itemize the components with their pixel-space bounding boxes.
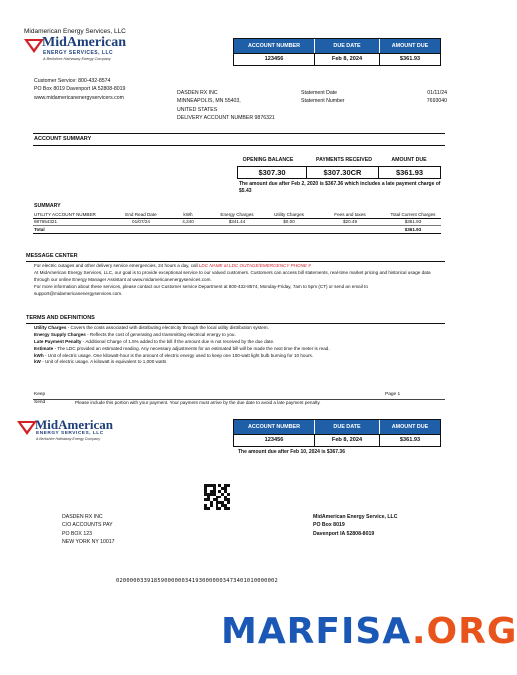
stub-account-box — [233, 419, 441, 447]
summary-header-utility: Utility Charges — [263, 212, 315, 218]
amount-due-value: $361.93 — [378, 167, 440, 178]
qr-code-icon — [204, 484, 230, 510]
message-center-text — [34, 263, 444, 297]
po-box-line: PO Box 8019 Davenport IA 52808-8019 — [34, 86, 126, 93]
contact-block — [34, 77, 125, 102]
opening-balance-label: OPENING BALANCE — [242, 157, 294, 163]
keep-label: Keep — [34, 392, 46, 397]
stub-late-note: The amount due after Feb 10, 2024 is $367.36 — [238, 449, 345, 455]
summary-header-fees: Fees and taxes — [315, 212, 385, 218]
top-value-due-date: Feb 8, 2024 — [314, 53, 379, 65]
summary-cell-kwh: 4,240 — [165, 218, 211, 226]
amount-due-label: AMOUNT DUE — [391, 157, 427, 163]
stub-value-account: 123456 — [234, 434, 314, 446]
list-item: Late Payment Penalty - Additional Charge of 1.5% added to the bill if the amount due is not received by the due date. — [34, 338, 275, 344]
ldc-name: LDC NAME — [198, 263, 223, 268]
account-summary-values-box — [237, 166, 441, 179]
website-line: www.midamericanenergyservicers.com — [34, 94, 124, 101]
table-row — [33, 218, 441, 226]
summary-header-energy: Energy Charges — [211, 212, 263, 218]
message-line1-pre: For electric outages and other delivery service emergencies, 24 hours a day, call — [34, 263, 198, 268]
stub-header-account: ACCOUNT NUMBER — [234, 420, 314, 434]
logo-tagline: A Berkshire Hathaway Energy Company — [36, 437, 101, 441]
top-value-amount: $361.93 — [379, 53, 440, 65]
logo-triangle-accent-icon — [28, 41, 40, 49]
customer-city: MINNEAPOLIS, MN 55403, — [177, 98, 241, 105]
summary-cell-total: $361.93 — [385, 218, 441, 226]
delivery-account-number: DELIVERY ACCOUNT NUMBER 9876321 — [177, 114, 275, 121]
message-center-title: MESSAGE CENTER — [26, 253, 78, 259]
stub-header-amount: AMOUNT DUE — [379, 420, 440, 434]
divider — [33, 145, 445, 146]
watermark — [221, 611, 517, 652]
send-label: Send — [34, 400, 46, 405]
message-line1-mid: at — [223, 263, 228, 268]
top-header-due-date: DUE DATE — [314, 39, 379, 53]
send-instructions: Please include this portion with your payment. Your payment must arrive by the due date to avoid a late payment penalty. — [75, 400, 321, 405]
top-account-box — [233, 38, 441, 66]
statement-number-label: Statement Number — [301, 98, 345, 105]
logo-tagline: A Berkshire Hathaway Energy Company — [43, 57, 111, 61]
top-value-account: 123456 — [234, 53, 314, 65]
logo-subtitle: ENERGY SERVICES, LLC — [36, 431, 104, 436]
remit-to-address: MidAmerican Energy Service, LLC PO Box 8019 Davenport IA 52808-8019 — [313, 514, 398, 537]
ldc-phone: LDC OUTAGE/EMERGENCY PHONE # — [229, 263, 311, 268]
scanline: 02000003391859000000341930000003473401010000002 — [116, 578, 278, 584]
stub-header-due-date: DUE DATE — [314, 420, 379, 434]
list-item: kWh - Unit of electric usage. One kilowatt-hour is the amount of electric energy used to keep one 100-watt light bulb burning for 10 hours. — [34, 352, 314, 358]
terms-list — [34, 325, 444, 366]
summary-header-end-read: End Read Date — [117, 212, 165, 218]
summary-cell-end-read: 01/07/24 — [117, 218, 165, 226]
stub-value-due-date: Feb 8, 2024 — [314, 434, 379, 446]
statement-info — [301, 89, 447, 106]
company-logo — [24, 35, 154, 71]
summary-cell-fees: $20.49 — [315, 218, 385, 226]
logo-name: MidAmerican — [42, 35, 126, 50]
statement-number-value: 7693040 — [426, 98, 447, 105]
summary-title: SUMMARY — [34, 203, 61, 209]
customer-name: DASDEN RX INC — [177, 90, 218, 96]
summary-table — [33, 212, 441, 234]
company-header: Midamerican Energy Services, LLC — [24, 28, 126, 35]
summary-header-total: Total Current Charges — [385, 212, 441, 218]
customer-address — [177, 89, 275, 122]
top-header-amount: AMOUNT DUE — [379, 39, 440, 53]
opening-balance-value: $307.30 — [258, 167, 286, 177]
divider — [26, 261, 445, 262]
watermark-part1: MARFISA — [221, 611, 412, 652]
late-payment-note: The amount due after Feb 2, 2020 is $367.36 which includes a late payment charge of $5.43 — [239, 181, 441, 194]
page-number: Page 1 — [385, 392, 401, 397]
logo-triangle-accent-icon — [21, 423, 33, 431]
customer-country: UNITED STATES — [177, 106, 218, 113]
summary-cell-utility: $0.00 — [263, 218, 315, 226]
stub-logo — [17, 417, 147, 453]
list-item: Estimate - The LDC provided an estimated reading. Any necessary adjustments for an estimated bill will be made the next time the meter is read. — [34, 345, 330, 351]
stub-value-amount: $361.93 — [379, 434, 440, 446]
summary-cell-energy: $341.44 — [211, 218, 263, 226]
top-header-account: ACCOUNT NUMBER — [234, 39, 314, 53]
customer-service-line: Customer Service: 800-432-8574 — [34, 78, 111, 84]
summary-total-value: $361.93 — [385, 226, 441, 234]
logo-subtitle: ENERGY SERVICES, LLC — [43, 50, 114, 56]
message-line3: For more information about these services, please contact our Customer service Department at 800-432-8574, Monday-Friday, 7am to 5pm (CT) or send an email to support@midamericanenergyservices.com. — [34, 283, 368, 296]
payments-received-label: PAYMENTS RECEIVED — [316, 157, 372, 163]
account-summary-title: ACCOUNT SUMMARY — [34, 136, 92, 142]
watermark-part2: .ORG — [411, 611, 517, 652]
summary-total-label: Total — [33, 226, 117, 234]
statement-date-value: 01/11/24 — [427, 90, 447, 96]
message-line2: At MidAmerican Energy Services, LLC, our goal is to provide exceptional service to our valued customers. Customers can access bill statements, real-time market pricing and historical usage data through our online Energy Manager Assistant at www.midamericanenergyservices.com. — [34, 269, 431, 282]
list-item: kW - Unit of electric usage. A kilowatt is equivalent to 1,000 watts — [34, 359, 167, 365]
list-item: Utility Charges - Covers the costs associated with distributing electricity through the local utility distribution system. — [34, 325, 269, 330]
terms-title: TERMS AND DEFINITIONS — [26, 315, 95, 321]
summary-header-kwh: kWh — [165, 212, 211, 218]
statement-date-label: Statement Date — [301, 90, 338, 96]
summary-cell-account: 987654321 — [33, 218, 117, 226]
summary-header-account: UTILITY ACCOUNT NUMBER — [33, 212, 117, 218]
payments-received-value: $307.30CR — [306, 167, 378, 178]
logo-name: MidAmerican — [35, 417, 113, 432]
divider — [33, 133, 445, 134]
table-row-total — [33, 226, 441, 234]
mail-to-address: DASDEN RX INC C/O ACCOUNTS PAY PO BOX 123 NEW YORK NY 10017 — [62, 514, 115, 545]
divider — [26, 323, 445, 324]
list-item: Energy Supply Charges - Reflects the cost of generating and transmitting electrical energy to you. — [34, 331, 236, 337]
